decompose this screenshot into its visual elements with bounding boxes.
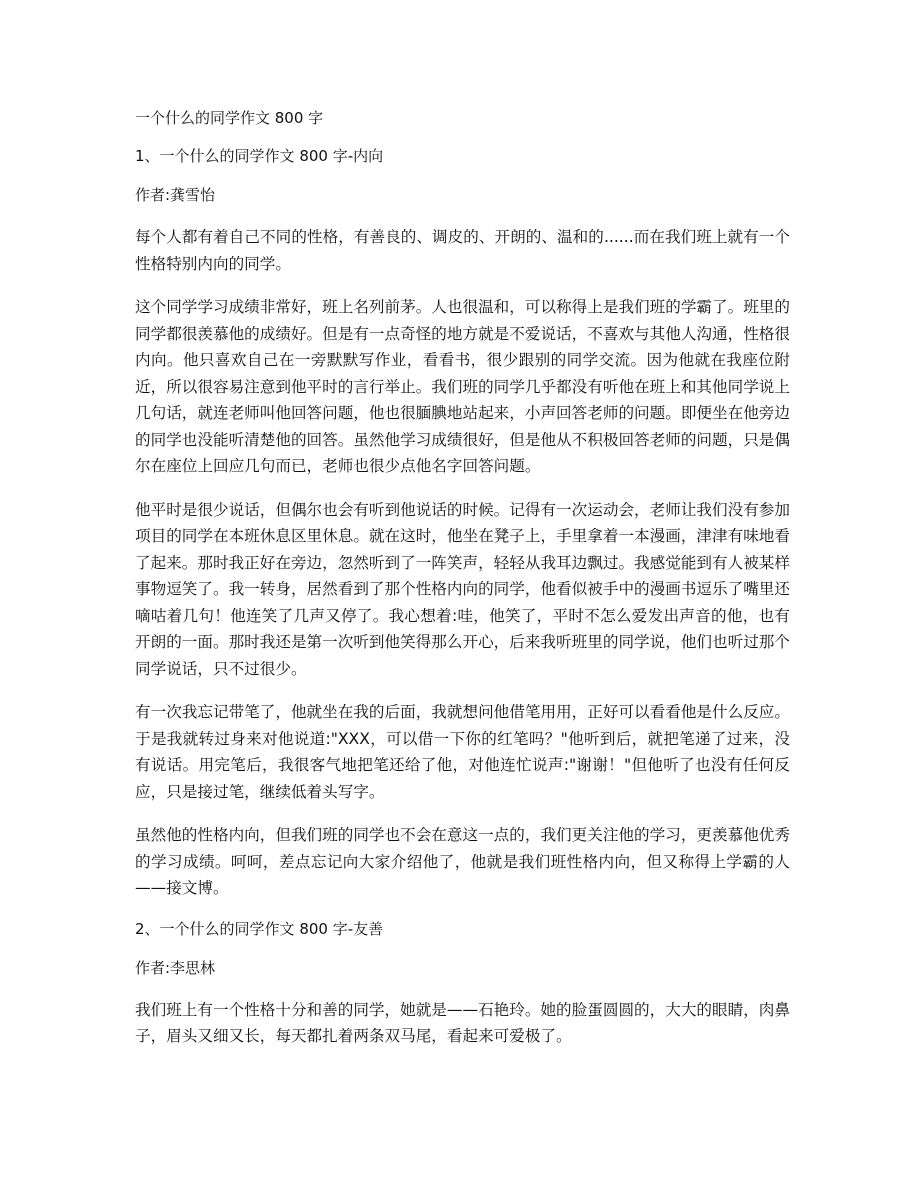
section-heading: 2、一个什么的同学作文 800 字-友善: [135, 919, 384, 938]
paragraph: 他平时是很少说话，但偶尔也会有听到他说话的时候。记得有一次运动会，老师让我们没有参加项目的同学在本班休息区里休息。就在这时，他坐在凳子上，手里拿着一本漫画，津津有味地看了起来。那时我正好在旁边，忽然听到了一阵笑声，轻轻从我耳边飘过。我感觉能到有人被某样事物逗笑了。我一转身，居然看到了那个性格内向的同学，他看似被手中的漫画书逗乐了嘴里还嘀咕着几句！他连笑了几声又停了。我心想着:哇，他笑了，平时不怎么爱发出声音的他，也有开朗的一面。那时我还是第一次听到他笑得那么开心，后来我听班里的同学说，他们也听过那个同学说话，只不过很少。: [135, 500, 790, 678]
paragraph: 每个人都有着自己不同的性格，有善良的、调皮的、开朗的、温和的......而在我们班上就有一个性格特别内向的同学。: [135, 228, 790, 273]
document-title: 一个什么的同学作文 800 字: [135, 109, 324, 127]
section-1: [135, 146, 790, 902]
document-page: [135, 108, 790, 1067]
paragraph: 我们班上有一个性格十分和善的同学，她就是——石艳玲。她的脸蛋圆圆的，大大的眼睛，肉鼻子，眉头又细又长，每天都扎着两条双马尾，看起来可爱极了。: [135, 1000, 790, 1045]
paragraph: 这个同学学习成绩非常好，班上名列前茅。人也很温和，可以称得上是我们班的学霸了。班里的同学都很羡慕他的成绩好。但是有一点奇怪的地方就是不爱说话，不喜欢与其他人沟通，性格很内向。他只喜欢自己在一旁默默写作业，看看书，很少跟别的同学交流。因为他就在我座位附近，所以很容易注意到他平时的言行举止。我们班的同学几乎都没有听他在班上和其他同学说上几句话，就连老师叫他回答问题，他也很腼腆地站起来，小声回答老师的问题。即便坐在他旁边的同学也没能听清楚他的回答。虽然他学习成绩很好，但是他从不积极回答老师的问题，只是偶尔在座位上回应几句而已，老师也很少点他名字回答问题。: [135, 298, 790, 475]
paragraph: 虽然他的性格内向，但我们班的同学也不会在意这一点的，我们更关注他的学习，更羡慕他优秀的学习成绩。呵呵，差点忘记向大家介绍他了，他就是我们班性格内向，但又称得上学霸的人——接文博。: [135, 826, 790, 897]
author-line: 作者:龚雪怡: [135, 186, 216, 204]
paragraph: 有一次我忘记带笔了，他就坐在我的后面，我就想问他借笔用用，正好可以看看他是什么反应。于是我就转过身来对他说道:"XXX，可以借一下你的红笔吗？"他听到后，就把笔递了过来，没有说话。用完笔后，我很客气地把笔还给了他，对他连忙说声:"谢谢！"但他听了也没有任何反应，只是接过笔，继续低着头写字。: [135, 703, 790, 801]
section-heading: 1、一个什么的同学作文 800 字-内向: [135, 147, 384, 165]
section-2: [135, 919, 790, 1050]
author-line: 作者:李思林: [135, 958, 216, 977]
